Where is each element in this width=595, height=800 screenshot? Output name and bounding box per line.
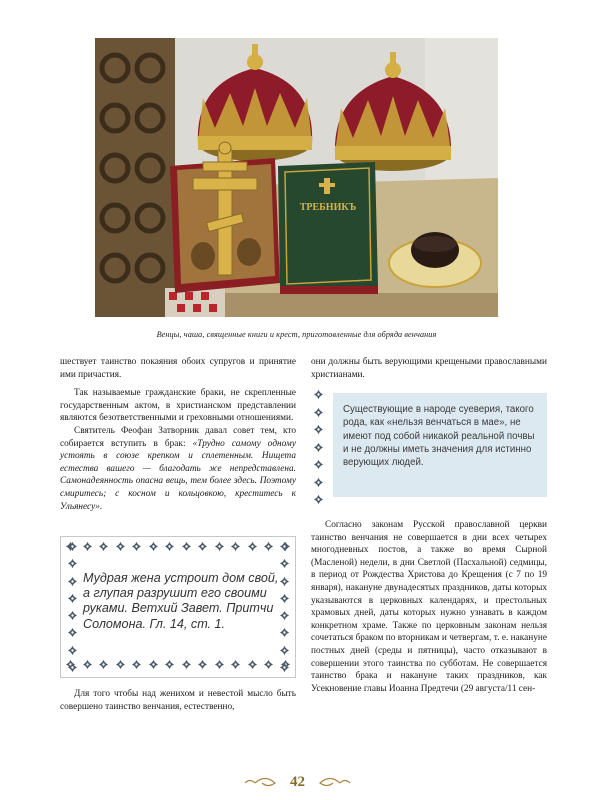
floral-ornament-icon <box>181 541 192 552</box>
floral-ornament-icon <box>67 645 78 656</box>
paragraph: шествует таинство покаяния обоих супругов и принятие ими причастия. <box>60 357 296 380</box>
floral-ornament-icon <box>279 541 290 552</box>
floral-ornament-icon <box>67 610 78 621</box>
floral-ornament-icon <box>279 558 290 569</box>
floral-ornament-icon <box>67 662 78 673</box>
paragraph: Для того чтобы над женихом и невестой мысло быть совершено таинство венчания, естественно, <box>60 689 296 712</box>
floral-ornament-icon <box>313 477 324 488</box>
floral-ornament-icon <box>164 541 175 552</box>
floral-ornament-icon <box>197 659 208 670</box>
floral-ornament-icon <box>279 645 290 656</box>
ornament-top <box>65 541 291 555</box>
right-column-top <box>311 356 547 381</box>
floral-ornament-icon <box>263 659 274 670</box>
paragraph: Так называемые гражданские браки, не скрепленные государственным актом, в христианском представлении являются безответственными и греховными отношениями. <box>60 388 296 424</box>
floral-ornament-icon <box>67 576 78 587</box>
floral-ornament-icon <box>82 541 93 552</box>
floral-ornament-icon <box>214 541 225 552</box>
left-column <box>60 356 296 513</box>
floral-ornament-icon <box>148 541 159 552</box>
floral-ornament-icon <box>313 459 324 470</box>
floral-ornament-icon <box>67 541 78 552</box>
floral-ornament-icon <box>131 659 142 670</box>
quote-box <box>60 536 296 678</box>
floral-ornament-icon <box>67 558 78 569</box>
floral-ornament-icon <box>247 541 258 552</box>
floral-ornament-icon <box>313 494 324 505</box>
superstition-sidebar <box>311 389 547 505</box>
paragraph <box>60 425 296 513</box>
floral-ornament-icon <box>67 593 78 604</box>
floral-ornament-icon <box>263 541 274 552</box>
floral-ornament-icon <box>181 659 192 670</box>
floral-ornament-icon <box>67 627 78 638</box>
floral-ornament-icon <box>230 541 241 552</box>
ornament-vertical <box>311 389 325 505</box>
floral-ornament-icon <box>82 659 93 670</box>
floral-ornament-icon <box>313 424 324 435</box>
proverb-quote: Мудрая жена устроит дом свой, а глупая разрушит его своими руками. Ветхий Завет. Притчи Соломона. Гл. 14, ст. 1. <box>83 571 279 631</box>
floral-ornament-icon <box>279 662 290 673</box>
right-column <box>311 519 547 695</box>
paragraph-quote: «Трудно самому одному устоять в союзе крепком и сплетенным. Нищета естества вашего — благодать же непредставлена. Самонадеянность опасна вещь, тем более здесь. Поэтому смиритесь; с косном и кольцовкою, креститесь к Ульянесу». <box>60 438 296 512</box>
floral-ornament-icon <box>148 659 159 670</box>
page-footer <box>0 772 595 794</box>
ornament-left <box>65 541 79 673</box>
ornament-bottom <box>65 659 291 673</box>
floral-ornament-icon <box>98 541 109 552</box>
paragraph-intro: Святитель Феофан Затворник давал совет тем, кто собирается вступить в брак: <box>60 425 296 449</box>
floral-ornament-icon <box>115 541 126 552</box>
floral-ornament-icon <box>313 442 324 453</box>
floral-ornament-icon <box>313 407 324 418</box>
floral-ornament-icon <box>214 659 225 670</box>
floral-ornament-icon <box>313 389 324 400</box>
sidebar-text: Существующие в народе суеверия, такого рода, как «нельзя венчаться в мае», не имеют под собой никакой реальной почвы и не должны иметь значения для истинно верующих людей. <box>343 404 535 469</box>
wedding-photo <box>95 38 498 317</box>
green-trebnik-book <box>278 162 378 294</box>
floral-ornament-icon <box>131 541 142 552</box>
left-column-bottom <box>60 688 296 713</box>
floral-ornament-icon <box>247 659 258 670</box>
floral-ornament-icon <box>230 659 241 670</box>
floral-ornament-icon <box>197 541 208 552</box>
floral-ornament-icon <box>115 659 126 670</box>
paragraph: они должны быть верующими крещеными православными христианами. <box>311 357 547 380</box>
book-title: ТРЕБНИКЪ <box>299 202 357 213</box>
floral-ornament-icon <box>98 659 109 670</box>
paragraph: Согласно законам Русской православной церкви таинство венчания не совершается в дни всех четырех многодневных постов, а также во время Сырной (Масленой) недели, в дни Светлой (Пасхальной) седмицы, в период от Рождества Христова до Крещения (с 7 по 19 января), накануне двунадесятых праздников, даты которых указываются в церковных календарях, и престольных храмовых дней, даты которых нужно узнавать в каждом конкретном храме. Также по церковным законам нельзя сочетаться браком по вторникам и четвергам, т. е. накануне постных дней (среды и пятницы), часто отказывают в совершении этого таинства по субботам. Не совершается таинство брака и накануне таких праздников, как Усекновение главы Иоанна Предтечи (29 августа/11 сен- <box>311 520 547 694</box>
page-number: 42 <box>290 774 305 790</box>
sidebar-panel <box>333 393 547 497</box>
photo-caption: Венцы, чаша, священные книги и крест, приготовленные для обряда венчания <box>156 330 437 339</box>
floral-ornament-icon <box>164 659 175 670</box>
wedding-items-illustration <box>95 38 498 317</box>
